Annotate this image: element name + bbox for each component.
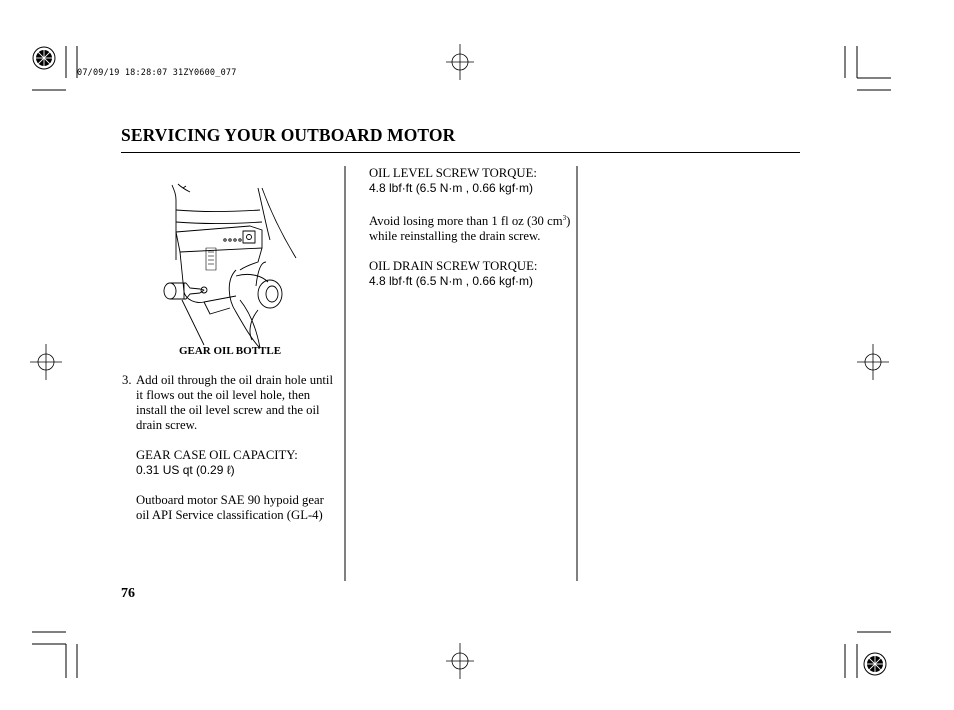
- level-torque-label: OIL LEVEL SCREW TORQUE:: [369, 166, 537, 180]
- capacity-value: 0.31 US qt (0.29 ℓ): [136, 463, 235, 477]
- drain-torque-label: OIL DRAIN SCREW TORQUE:: [369, 259, 538, 274]
- water-intake-slots: [206, 248, 216, 270]
- drain-warning: [369, 211, 574, 244]
- registration-mark-left: [30, 344, 62, 380]
- starburst-mark-bottom-right: [864, 653, 886, 675]
- plate-rivets: [224, 239, 241, 241]
- step-number: 3.: [122, 373, 132, 387]
- oil-spec: Outboard motor SAE 90 hypoid gear oil API Service classification (GL-4): [136, 493, 324, 522]
- outboard-motor-illustration: [164, 184, 296, 348]
- warning-superscript: 3: [562, 214, 567, 222]
- page-number: 76: [121, 586, 135, 601]
- warning-text-start: Avoid losing more than 1 fl oz (30 cm: [369, 214, 563, 229]
- starburst-mark-top-left: [33, 47, 55, 69]
- drain-torque-value: 4.8 lbf·ft (6.5 N·m , 0.66 kgf·m): [369, 274, 534, 289]
- capacity-label: GEAR CASE OIL CAPACITY:: [136, 448, 298, 462]
- gear-oil-bottle: [164, 283, 204, 299]
- caption-leader-line: [182, 300, 204, 345]
- step-text: Add oil through the oil drain hole until it flows out the oil level hole, then install the oil level screw and the oil drain screw.: [136, 373, 333, 432]
- step-3: [122, 373, 334, 433]
- left-column: [122, 373, 334, 523]
- registration-mark-right: [857, 344, 889, 380]
- figure-caption: GEAR OIL BOTTLE: [178, 345, 282, 357]
- warning-text-end: ) while reinstalling the drain screw.: [369, 214, 571, 244]
- registration-mark-bottom: [446, 643, 474, 679]
- print-stamp: 07/09/19 18:28:07 31ZY0600_077: [77, 68, 237, 78]
- page-title: SERVICING YOUR OUTBOARD MOTOR: [121, 125, 456, 145]
- level-torque-value: 4.8 lbf·ft (6.5 N·m , 0.66 kgf·m): [369, 181, 534, 195]
- capacity-block: [122, 448, 334, 478]
- crop-mark-bottom-left: [32, 632, 77, 678]
- crop-mark-top-right: [845, 46, 891, 90]
- right-column: [369, 166, 574, 289]
- registration-mark-top: [446, 44, 474, 80]
- header-rule: [121, 152, 800, 153]
